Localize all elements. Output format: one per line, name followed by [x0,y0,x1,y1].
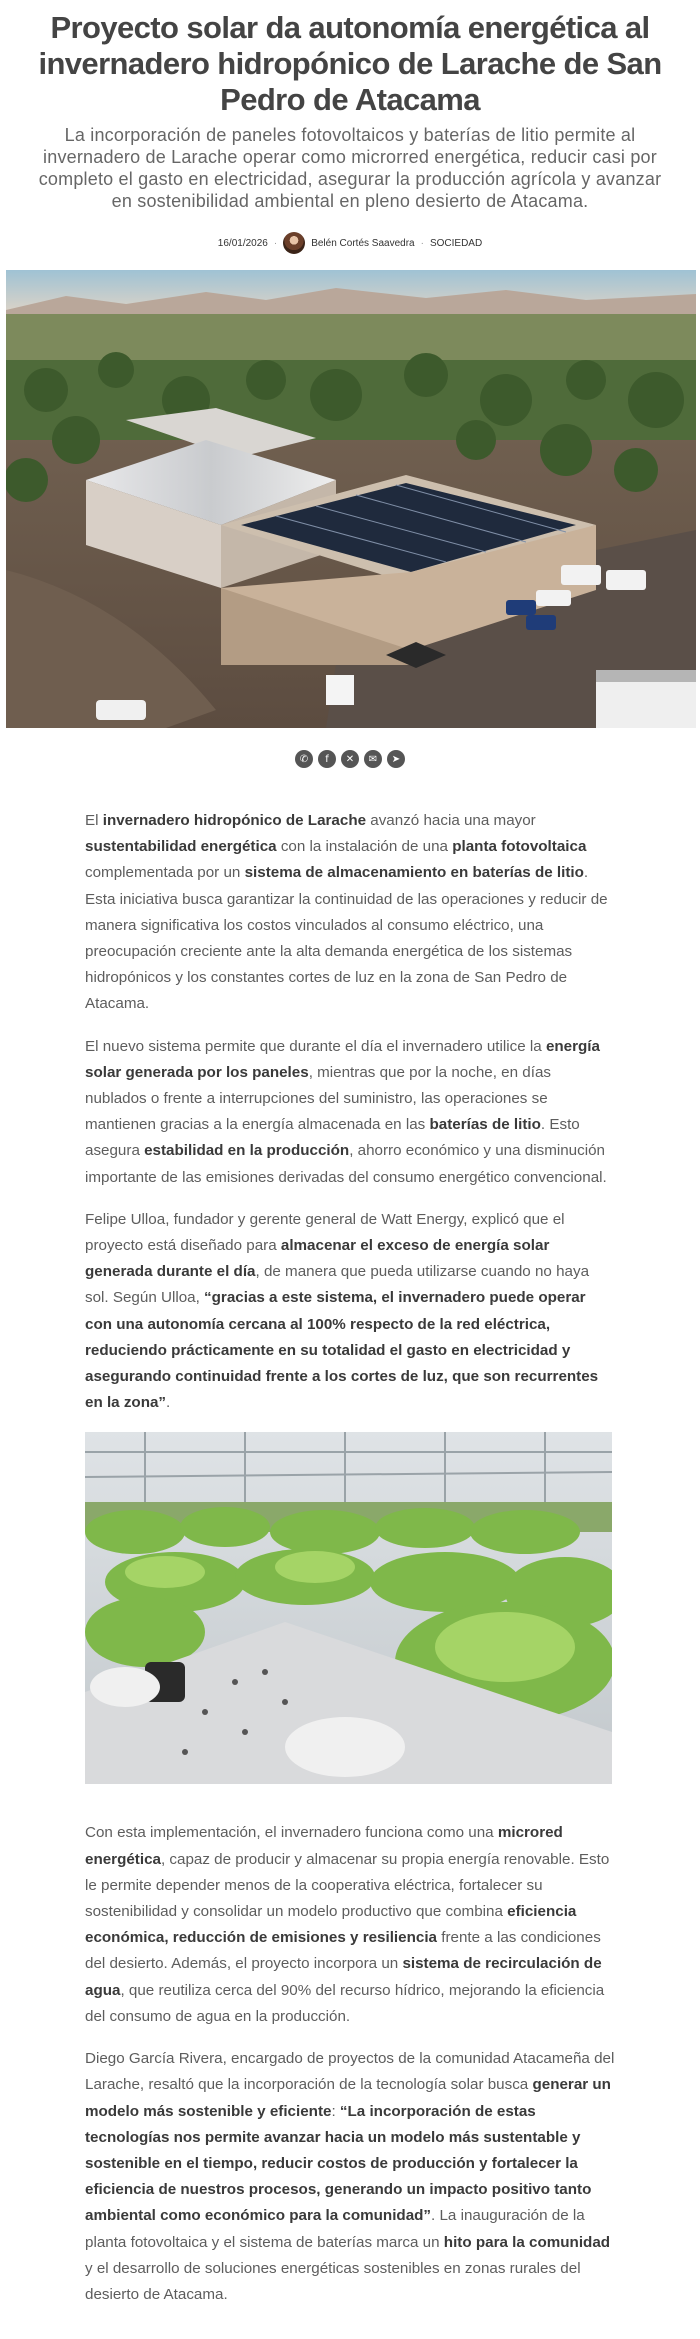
text-run: y el desarrollo de soluciones energéticas sostenibles en zonas rurales del desierto de Atacama. [85,2259,581,2303]
hero-image [6,270,696,728]
article-body [0,808,700,2308]
author-name[interactable]: Belén Cortés Saavedra [311,237,415,249]
bold-text: hito para la comunidad [443,2233,611,2251]
greenhouse-aerial-photo [6,270,696,728]
email-icon[interactable]: ✉ [364,750,382,768]
facebook-icon[interactable]: f [318,750,336,768]
bold-text: “La incorporación de estas tecnologías nos permite avanzar hacia un modelo más sustentable y sostenible en el tiempo, reducir costos de producción y fortalecer la eficiencia de nuestros procesos, generando un impacto positivo tanto ambiental como económico para la comunidad” [85,2102,592,2225]
bold-text: sustentabilidad energética [85,838,277,856]
text-run: . Esta iniciativa busca garantizar la continuidad de las operaciones y reducir de manera significativa los costos vinculados al consumo eléctrico, una preocupación creciente ante la alta demanda energética de los sistemas hidropónicos y los constantes cortes de luz en la zona de San Pedro de Atacama. [85,864,608,1013]
bold-text: generar un modelo más sostenible y eficiente [85,2076,611,2120]
text-run: . La inauguración de la planta fotovoltaica y el sistema de baterías marca un [85,2207,585,2251]
text-run: . Esto asegura [85,1116,580,1160]
article-meta [0,230,700,256]
telegram-icon[interactable]: ➤ [387,750,405,768]
x-icon[interactable]: ✕ [341,750,359,768]
article-paragraph [85,1034,615,1191]
text-run: , ahorro económico y una disminución importante de las emisiones derivadas del consumo energético convencional. [85,1142,607,1186]
text-run: : [331,2102,340,2120]
article-paragraph [85,1207,615,1417]
text-run: El [85,812,103,829]
bold-text: invernadero hidropónico de Larache [102,812,367,829]
bold-text: almacenar el exceso de energía solar generada durante el día [85,1237,550,1281]
article-paragraph [85,808,615,1018]
text-run: , capaz de producir y almacenar su propia energía renovable. Esto le permite depender menos de la cooperativa eléctrica, fortalecer su sostenibilidad y consolidar un modelo productivo que combina [85,1850,610,1921]
author-avatar [283,232,305,254]
bold-text: “gracias a este sistema, el invernadero puede operar con una autonomía cercana al 100% respecto de la red eléctrica, reduciendo prácticamente en su totalidad el gasto en electricidad y asegurando continuidad frente a los cortes de luz, que son recurrentes en la zona” [85,1289,599,1412]
meta-separator: · [273,237,278,249]
bold-text: sistema de recirculación de agua [85,1955,602,1999]
hydroponic-image [85,1432,612,1784]
text-run: avanzó hacia una mayor [366,812,536,829]
text-run: frente a las condiciones del desierto. Además, el proyecto incorpora un [85,1929,601,1973]
meta-separator: · [420,237,424,249]
text-run: Diego García Rivera, encargado de proyectos de la comunidad Atacameña del Larache, resaltó que la incorporación de la tecnología solar busca [85,2050,615,2094]
article-paragraph [85,1820,615,2030]
bold-text: baterías de litio [429,1116,541,1134]
category-link[interactable]: SOCIEDAD [429,237,483,249]
bold-text: sistema de almacenamiento en baterías de litio [244,864,584,882]
text-run: Con esta implementación, el invernadero funciona como una [85,1824,498,1842]
text-run: , que reutiliza cerca del 90% del recurso hídrico, mejorando la eficiencia del consumo de agua en la producción. [85,1981,605,2025]
text-run: complementada por un [85,864,245,882]
text-run: . [166,1394,171,1412]
bold-text: estabilidad en la producción [144,1142,350,1160]
text-run: , mientras que por la noche, en días nublados o frente a interrupciones del suministro, las operaciones se mantienen gracias a la energía almacenada en las [85,1063,551,1134]
article-title: Proyecto solar da autonomía energética al invernadero hidropónico de Larache de San Pedro de Atacama [38,10,662,117]
bold-text: microred energética [85,1824,563,1868]
bold-text: planta fotovoltaica [452,838,587,856]
publish-date: 16/01/2026 [217,237,268,249]
bold-text: eficiencia económica, reducción de emisiones y resiliencia [85,1903,577,1947]
text-run: , de manera que pueda utilizarse cuando no haya sol. Según Ulloa, [85,1263,590,1307]
bold-text: energía solar generada por los paneles [85,1037,600,1081]
article-subtitle: La incorporación de paneles fotovoltaicos y baterías de litio permite al invernadero de Larache operar como microrred energética, reducir casi por completo el gasto en electricidad, asegurar la producción agrícola y avanzar en sostenibilidad ambiental en pleno desierto de Atacama. [38,125,662,211]
share-bar [0,750,700,768]
hydroponic-lettuce-photo [85,1432,612,1784]
text-run: con la instalación de una [276,838,453,856]
text-run: Felipe Ulloa, fundador y gerente general de Watt Energy, explicó que el proyecto está diseñado para [85,1210,565,1255]
article-paragraph [85,2046,615,2308]
whatsapp-icon[interactable]: ✆ [295,750,313,768]
text-run: El nuevo sistema permite que durante el día el invernadero utilice la [85,1037,546,1055]
